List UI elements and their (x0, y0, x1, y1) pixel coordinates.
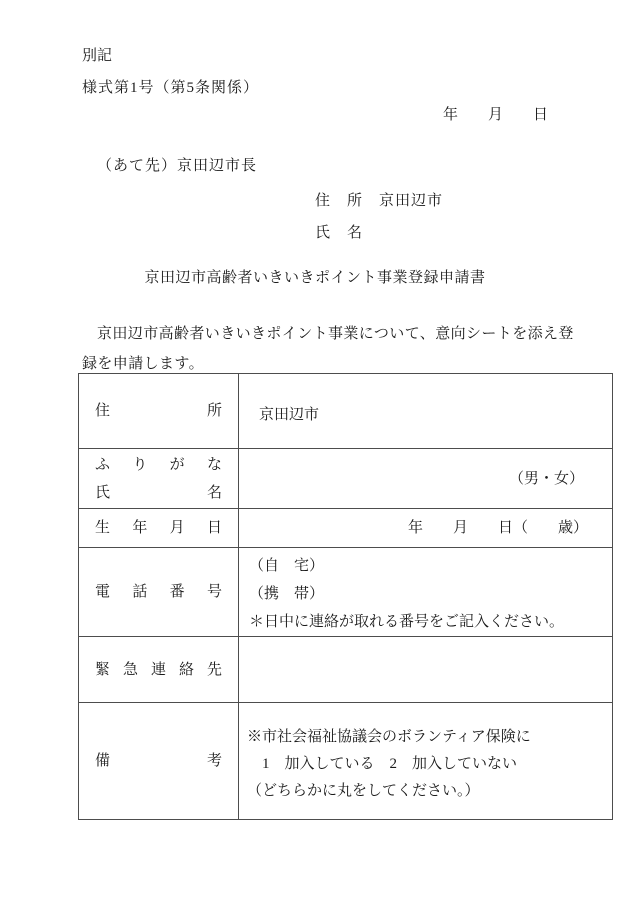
emergency-label: 緊急連絡先 (95, 661, 222, 678)
addressee-line: （あて先）京田辺市長 (97, 158, 258, 174)
address-value-cell (239, 374, 613, 449)
birthdate-label: 生年月日 (95, 520, 222, 536)
table-row-address (79, 374, 613, 449)
remarks-value-cell (239, 703, 613, 820)
address-label-cell (79, 374, 239, 449)
address-value: 京田辺市 (259, 406, 320, 423)
remarks-label-cell (79, 703, 239, 820)
bekki-note: 別記 (82, 48, 113, 64)
phone-mobile-line: （携 帯） (249, 586, 325, 602)
phone-label: 電話番号 (95, 584, 222, 600)
table-row-kana-name (79, 449, 613, 509)
form-title: 京田辺市高齢者いきいきポイント事業登録申請書 (144, 270, 486, 286)
address-label: 住所 (95, 403, 222, 419)
body-paragraph-line-1: 京田辺市高齢者いきいきポイント事業について、意向シートを添え登 (97, 326, 574, 342)
phone-label-cell (79, 548, 239, 637)
table-row-phone (79, 548, 613, 637)
applicant-name-line: 氏 名 (315, 225, 364, 241)
table-row-birthdate (79, 509, 613, 548)
remarks-options-line: 1 加入している 2 加入していない (247, 755, 518, 772)
remarks-label: 備考 (95, 753, 222, 769)
gender-choice: （男・女） (508, 470, 584, 487)
name-label: 氏名 (95, 484, 222, 501)
remarks-instruction-line: （どちらかに丸をしてください。） (247, 782, 480, 799)
table-row-remarks (79, 703, 613, 820)
birthdate-label-cell (79, 509, 239, 548)
phone-home-line: （自 宅） (249, 558, 325, 574)
table-row-emergency-contact (79, 637, 613, 703)
body-paragraph-line-2: 録を申請します。 (82, 356, 205, 372)
emergency-label-cell (79, 637, 239, 703)
applicant-info-table (78, 373, 613, 820)
form-style-number: 様式第1号（第5条関係） (82, 80, 260, 96)
furigana-label: ふりがな (95, 456, 222, 473)
emergency-value-cell (239, 637, 613, 703)
remarks-insurance-line: ※市社会福祉協議会のボランティア保険に (247, 728, 531, 745)
applicant-address-line: 住 所 京田辺市 (315, 193, 444, 209)
phone-value-cell (239, 548, 613, 637)
kana-name-label-cell (79, 449, 239, 509)
date-line: 年 月 日 (442, 107, 548, 123)
birthdate-value: 年 月 日（ 歳） (407, 520, 588, 536)
phone-note-line: ＊日中に連絡が取れる番号をご記入ください。 (249, 614, 565, 630)
birthdate-value-cell (239, 509, 613, 548)
name-value-cell (239, 449, 613, 509)
